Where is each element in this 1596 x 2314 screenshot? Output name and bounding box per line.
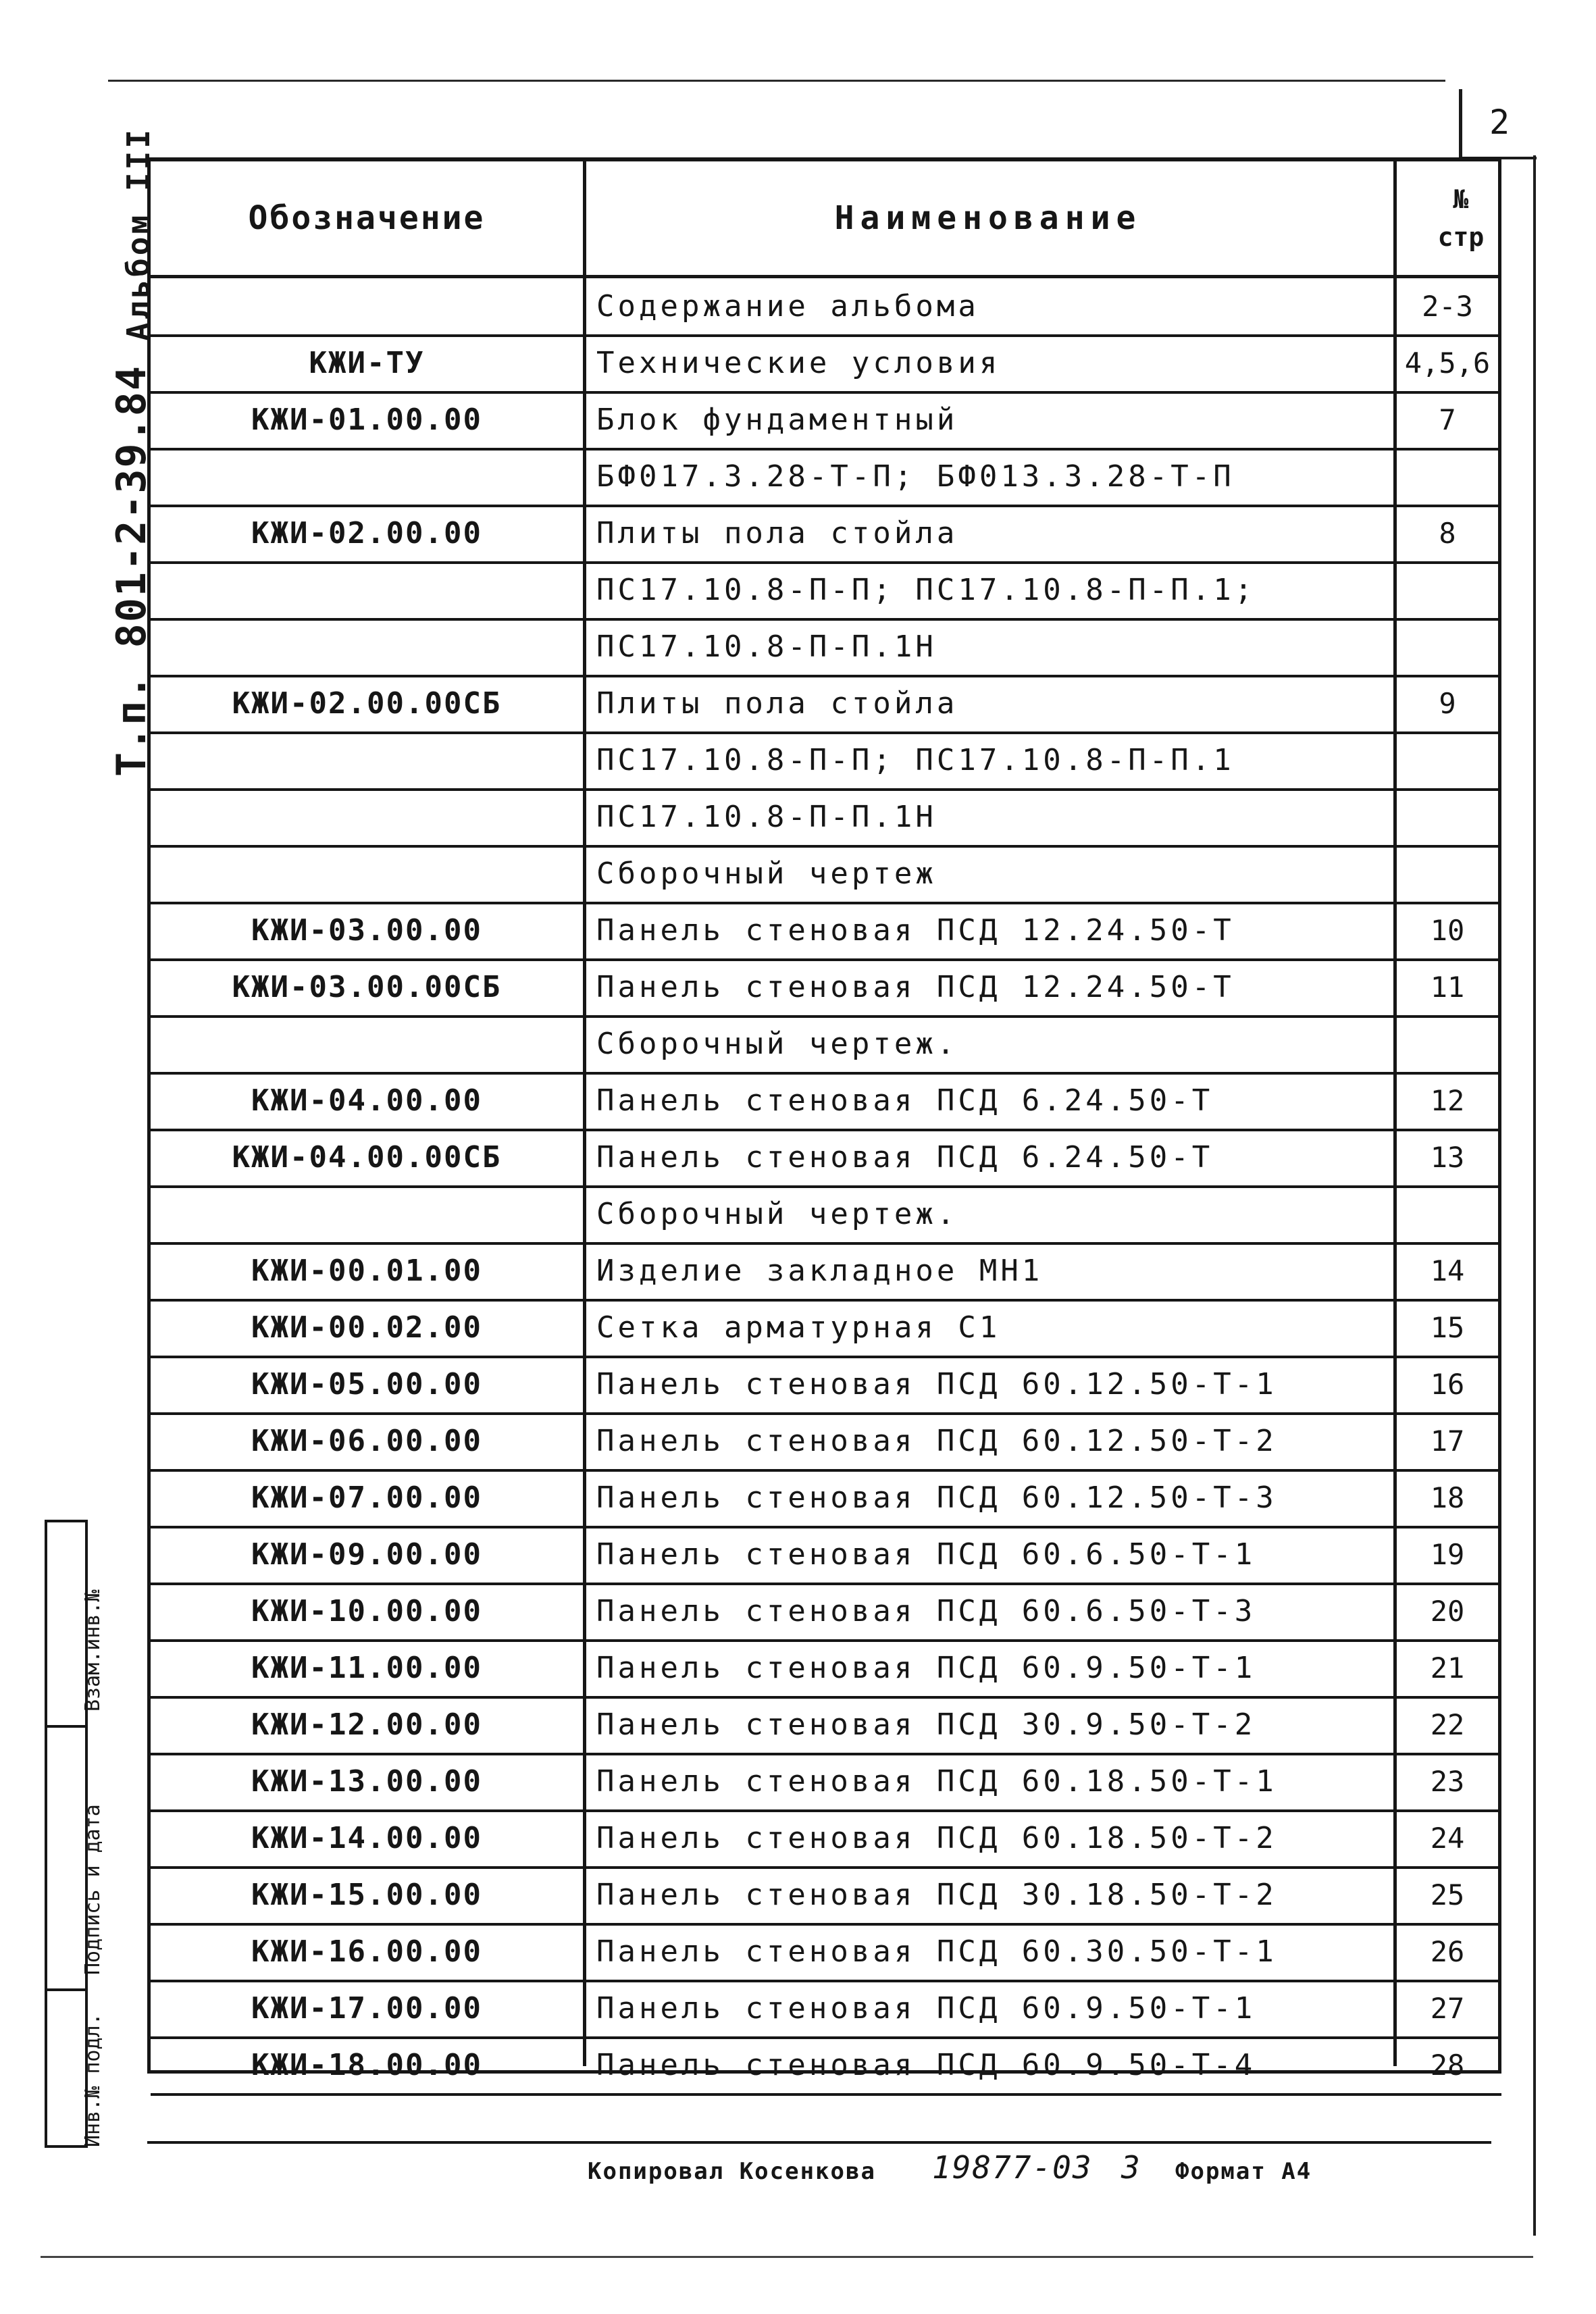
table-row — [151, 958, 1501, 1018]
bottom-rule — [147, 2141, 1491, 2144]
table-row — [151, 902, 1501, 961]
row-page: 23 — [1430, 1764, 1465, 1798]
row-designation — [151, 845, 583, 902]
table-row — [151, 1299, 1501, 1358]
row-page: 26 — [1430, 1934, 1465, 1968]
footer-order-number: 19877-03 — [932, 2149, 1093, 2186]
header-name: Наименование — [834, 199, 1142, 237]
row-page: 28 — [1430, 2048, 1465, 2082]
row-designation: КЖИ-17.00.00 — [251, 1990, 482, 2026]
row-designation — [151, 731, 583, 788]
row-designation: КЖИ-10.00.00 — [251, 1593, 482, 1628]
row-name: Панель стеновая ПСД 60.18.50-Т-2 — [596, 1820, 1277, 1855]
row-designation: КЖИ-00.01.00 — [251, 1253, 482, 1288]
row-name: Панель стеновая ПСД 60.9.50-Т-1 — [596, 1990, 1256, 2026]
row-designation: КЖИ-11.00.00 — [251, 1650, 482, 1685]
row-page: 12 — [1430, 1083, 1465, 1117]
table-row — [151, 1356, 1501, 1415]
row-designation: КЖИ-06.00.00 — [251, 1423, 482, 1458]
row-designation: КЖИ-ТУ — [309, 345, 425, 380]
table-row — [151, 1185, 1501, 1245]
row-name: Сборочный чертеж — [596, 856, 937, 891]
row-designation: КЖИ-03.00.00 — [251, 912, 482, 948]
row-page: 21 — [1430, 1651, 1465, 1685]
table-row — [151, 788, 1501, 848]
row-page: 8 — [1439, 516, 1456, 550]
row-name: ПС17.10.8-П-П; ПС17.10.8-П-П.1 — [596, 742, 1235, 777]
row-page: 7 — [1439, 403, 1456, 436]
row-designation: КЖИ-16.00.00 — [251, 1934, 482, 1969]
row-name: Плиты пола стойла — [596, 686, 958, 721]
row-designation — [151, 561, 583, 618]
row-page — [1393, 561, 1501, 618]
row-designation: КЖИ-02.00.00СБ — [232, 686, 502, 721]
row-name: Сетка арматурная С1 — [596, 1310, 1001, 1345]
footer-copied-by: Копировал Косенкова — [588, 2158, 876, 2185]
sheet-number-box — [1459, 89, 1537, 159]
sheet-number: 2 — [1489, 103, 1510, 142]
table-row — [151, 561, 1501, 621]
row-page — [1393, 448, 1501, 505]
row-designation: КЖИ-05.00.00 — [251, 1366, 482, 1402]
table-row — [151, 1923, 1501, 1982]
row-designation: КЖИ-07.00.00 — [251, 1480, 482, 1515]
row-name: Плиты пола стойла — [596, 515, 958, 550]
row-page — [1393, 618, 1501, 675]
row-page: 17 — [1430, 1424, 1465, 1458]
stamp-signature-date: Подпись и дата — [81, 1804, 105, 1975]
row-designation: КЖИ-04.00.00СБ — [232, 1139, 502, 1175]
row-page: 9 — [1439, 686, 1456, 720]
header-page-line1: № — [1453, 184, 1469, 214]
row-designation — [151, 448, 583, 505]
row-designation — [151, 618, 583, 675]
table-row — [151, 1015, 1501, 1075]
table-row — [151, 1072, 1501, 1131]
stamp-replaced-inv: Взам.инв.№ — [81, 1589, 105, 1712]
table-row — [151, 1809, 1501, 1869]
row-page: 18 — [1430, 1481, 1465, 1514]
row-name: Панель стеновая ПСД 60.6.50-Т-3 — [596, 1593, 1256, 1628]
row-name: Панель стеновая ПСД 12.24.50-Т — [596, 912, 1235, 948]
approval-stamp — [45, 1520, 105, 2148]
table-header — [151, 161, 1501, 278]
right-margin-rule — [1533, 155, 1536, 2236]
row-page: 4,5,6 — [1404, 346, 1491, 380]
row-page: 15 — [1430, 1310, 1465, 1344]
row-page — [1393, 1015, 1501, 1072]
row-name: БФ017.3.28-Т-П; БФ013.3.28-Т-П — [596, 459, 1235, 494]
row-designation: КЖИ-15.00.00 — [251, 1877, 482, 1912]
row-designation: КЖИ-18.00.00 — [251, 2047, 482, 2082]
row-designation: КЖИ-14.00.00 — [251, 1820, 482, 1855]
row-name: Панель стеновая ПСД 60.30.50-Т-1 — [596, 1934, 1277, 1969]
row-page: 25 — [1430, 1878, 1465, 1911]
row-name: Панель стеновая ПСД 60.9.50-Т-4 — [596, 2047, 1256, 2082]
row-page: 13 — [1430, 1140, 1465, 1174]
row-name: Изделие закладное МН1 — [596, 1253, 1044, 1288]
footer-sheet: 3 — [1121, 2149, 1141, 2186]
header-designation: Обозначение — [248, 199, 486, 237]
table-row — [151, 1526, 1501, 1585]
stamp-divider — [47, 1725, 85, 1728]
row-designation: КЖИ-13.00.00 — [251, 1764, 482, 1799]
stamp-divider — [47, 1988, 85, 1991]
table-row — [151, 675, 1501, 734]
table-row — [151, 391, 1501, 451]
table-row — [151, 731, 1501, 791]
row-page — [1393, 731, 1501, 788]
row-name: Панель стеновая ПСД 12.24.50-Т — [596, 969, 1235, 1004]
row-designation — [151, 788, 583, 845]
table-row — [151, 334, 1501, 394]
row-name: Панель стеновая ПСД 30.9.50-Т-2 — [596, 1707, 1256, 1742]
top-edge-line — [108, 80, 1445, 82]
row-page: 19 — [1430, 1537, 1465, 1571]
lower-trim-line — [41, 2256, 1533, 2258]
table-row — [151, 1980, 1501, 2039]
table-row — [151, 2036, 1501, 2096]
table-row — [151, 448, 1501, 507]
row-name: Панель стеновая ПСД 60.18.50-Т-1 — [596, 1764, 1277, 1799]
table-row — [151, 1129, 1501, 1188]
row-page: 11 — [1430, 970, 1465, 1004]
row-page — [1393, 788, 1501, 845]
row-designation: КЖИ-12.00.00 — [251, 1707, 482, 1742]
row-name: ПС17.10.8-П-П; ПС17.10.8-П-П.1; — [596, 572, 1256, 607]
table-row — [151, 618, 1501, 677]
row-designation — [151, 1185, 583, 1242]
row-name: Технические условия — [596, 345, 1001, 380]
row-page: 16 — [1430, 1367, 1465, 1401]
footer-format: Формат А4 — [1175, 2158, 1312, 2185]
row-name: ПС17.10.8-П-П.1Н — [596, 629, 937, 664]
table-row — [151, 1696, 1501, 1755]
table-row — [151, 845, 1501, 904]
contents-table — [147, 157, 1501, 2082]
table-row — [151, 1583, 1501, 1642]
row-designation: КЖИ-09.00.00 — [251, 1537, 482, 1572]
row-name: Панель стеновая ПСД 60.6.50-Т-1 — [596, 1537, 1256, 1572]
series-code: Т.п. 801-2-39.84 — [108, 365, 155, 777]
row-name: Панель стеновая ПСД 6.24.50-Т — [596, 1083, 1214, 1118]
row-page: 27 — [1430, 1991, 1465, 2025]
row-page: 24 — [1430, 1821, 1465, 1855]
stamp-inv-no: Инв.№ подл. — [81, 2013, 105, 2147]
row-page — [1393, 1185, 1501, 1242]
row-name: Содержание альбома — [596, 288, 979, 324]
row-name: Сборочный чертеж. — [596, 1026, 958, 1061]
row-page: 2-3 — [1422, 289, 1473, 323]
row-designation: КЖИ-00.02.00 — [251, 1310, 482, 1345]
row-name: Панель стеновая ПСД 60.9.50-Т-1 — [596, 1650, 1256, 1685]
table-row — [151, 278, 1501, 337]
row-page: 10 — [1430, 913, 1465, 947]
row-name: Панель стеновая ПСД 30.18.50-Т-2 — [596, 1877, 1277, 1912]
row-page: 22 — [1430, 1707, 1465, 1741]
row-name: Панель стеновая ПСД 60.12.50-Т-1 — [596, 1366, 1277, 1402]
row-name: Сборочный чертеж. — [596, 1196, 958, 1231]
album-label: Альбом III — [120, 127, 157, 341]
header-page-number — [1420, 161, 1501, 275]
row-page — [1393, 845, 1501, 902]
table-row — [151, 1753, 1501, 1812]
table-row — [151, 505, 1501, 564]
row-page: 14 — [1430, 1254, 1465, 1287]
row-designation: КЖИ-01.00.00 — [251, 402, 482, 437]
row-designation: КЖИ-03.00.00СБ — [232, 969, 502, 1004]
table-row — [151, 1242, 1501, 1302]
row-name: Панель стеновая ПСД 60.12.50-Т-3 — [596, 1480, 1277, 1515]
table-row — [151, 1866, 1501, 1926]
row-name: Блок фундаментный — [596, 402, 958, 437]
row-name: Панель стеновая ПСД 60.12.50-Т-2 — [596, 1423, 1277, 1458]
table-row — [151, 1469, 1501, 1528]
row-page: 20 — [1430, 1594, 1465, 1628]
header-page-line2: стр — [1437, 222, 1485, 252]
row-designation — [151, 278, 583, 334]
row-name: Панель стеновая ПСД 6.24.50-Т — [596, 1139, 1214, 1175]
row-name: ПС17.10.8-П-П.1Н — [596, 799, 937, 834]
row-designation — [151, 1015, 583, 1072]
table-row — [151, 1412, 1501, 1472]
row-designation: КЖИ-04.00.00 — [251, 1083, 482, 1118]
table-row — [151, 1639, 1501, 1699]
row-designation: КЖИ-02.00.00 — [251, 515, 482, 550]
